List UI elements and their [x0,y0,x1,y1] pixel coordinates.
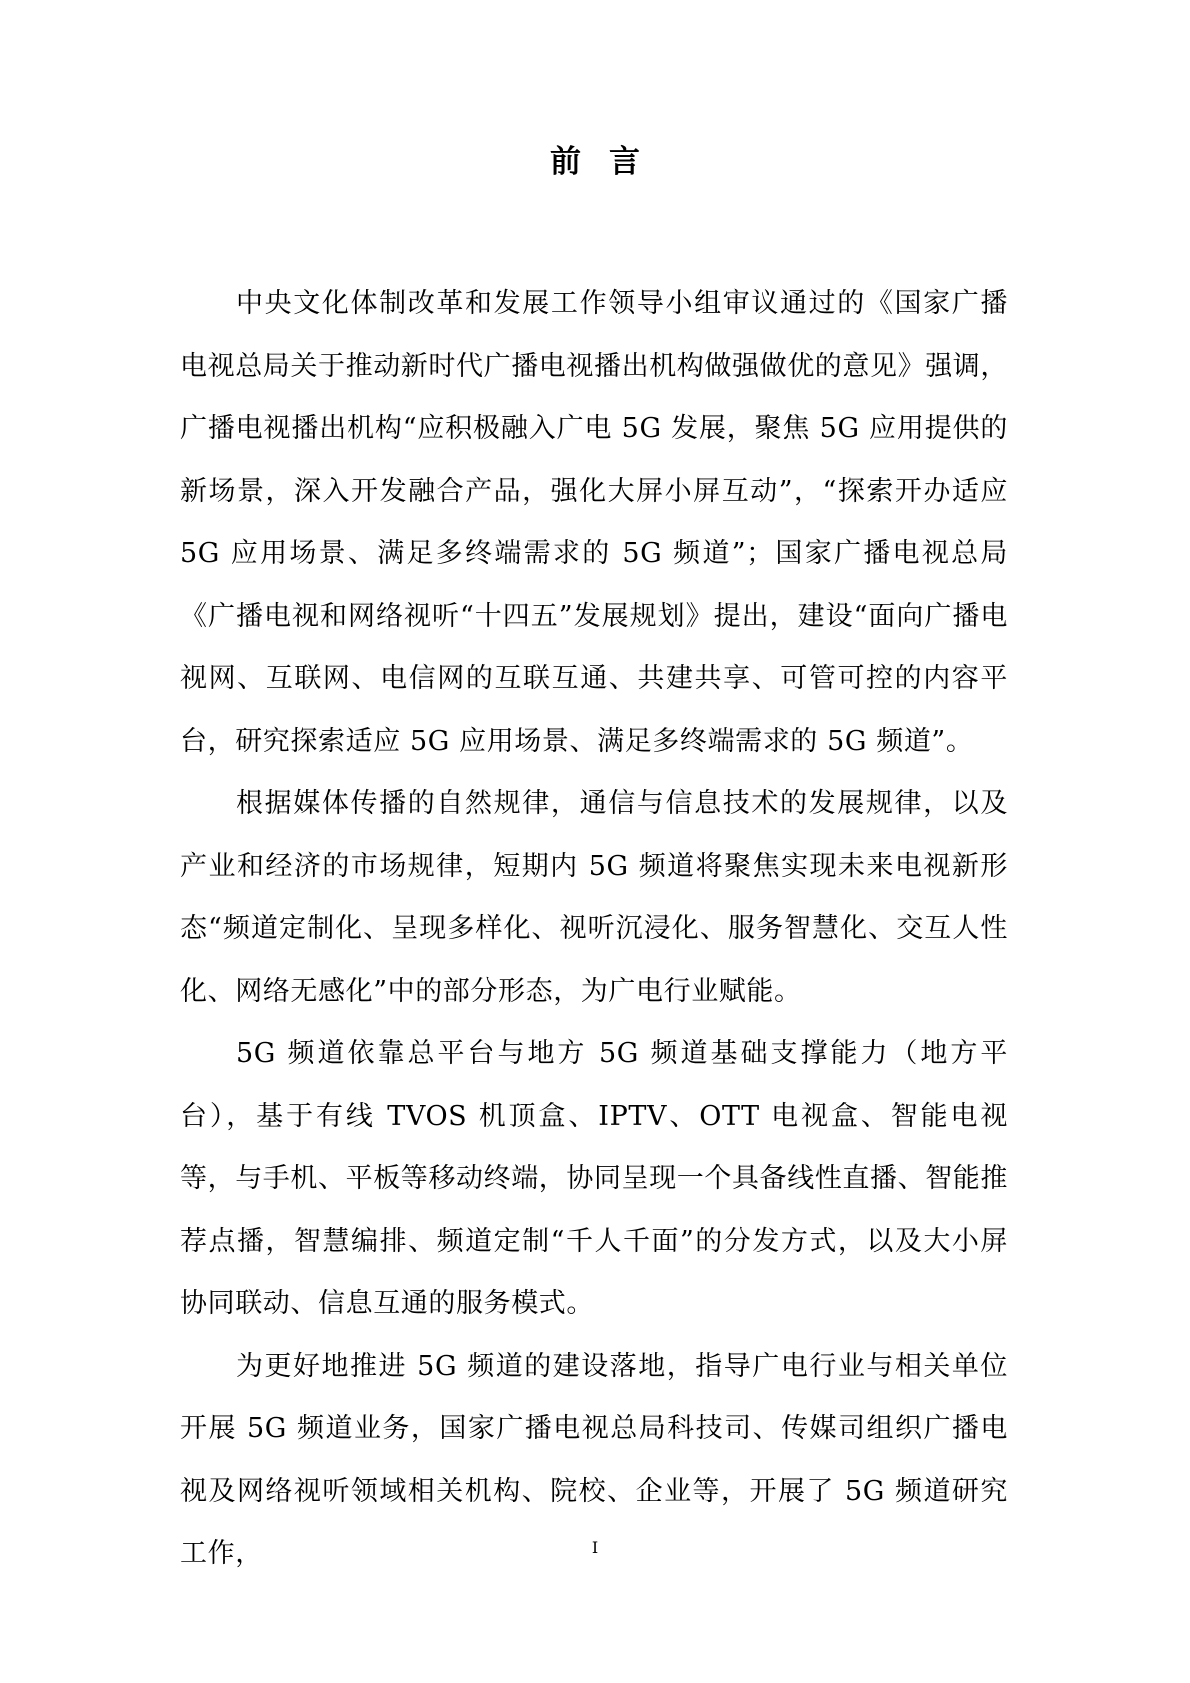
body-text [180,273,1008,1586]
page-number: I [591,1538,599,1557]
paragraph-1: 中央文化体制改革和发展工作领导小组审议通过的《国家广播电视总局关于推动新时代广播电视播出机构做强做优的意见》强调，广播电视播出机构“应积极融入广电 5G 发展，聚焦 5G 应用提供的新场景，深入开发融合产品，强化大屏小屏互动”，“探索开办适应 5G 应用场景、满足多终端需求的 5G 频道”；国家广播电视总局《广播电视和网络视听“十四五”发展规划》提出，建设“面向广播电视网、互联网、电信网的互联互通、共建共享、可管可控的内容平台，研究探索适应 5G 应用场景、满足多终端需求的 5G 频道”。 [180,288,1008,757]
paragraph-3: 5G 频道依靠总平台与地方 5G 频道基础支撑能力（地方平台），基于有线 TVOS 机顶盒、IPTV、OTT 电视盒、智能电视等，与手机、平板等移动终端，协同呈现一个具备线性直播、智能推荐点播，智慧编排、频道定制“千人千面”的分发方式，以及大小屏协同联动、信息互通的服务模式。 [180,1038,1008,1319]
paragraph-4: 为更好地推进 5G 频道的建设落地，指导广电行业与相关单位开展 5G 频道业务，国家广播电视总局科技司、传媒司组织广播电视及网络视听领域相关机构、院校、企业等，开展了 5G 频道研究工作， [180,1350,1008,1569]
page-title: 前言 [550,144,668,180]
paragraph-2: 根据媒体传播的自然规律，通信与信息技术的发展规律，以及产业和经济的市场规律，短期内 5G 频道将聚焦实现未来电视新形态“频道定制化、呈现多样化、视听沉浸化、服务智慧化、交互人性化、网络无感化”中的部分形态，为广电行业赋能。 [180,788,1008,1007]
